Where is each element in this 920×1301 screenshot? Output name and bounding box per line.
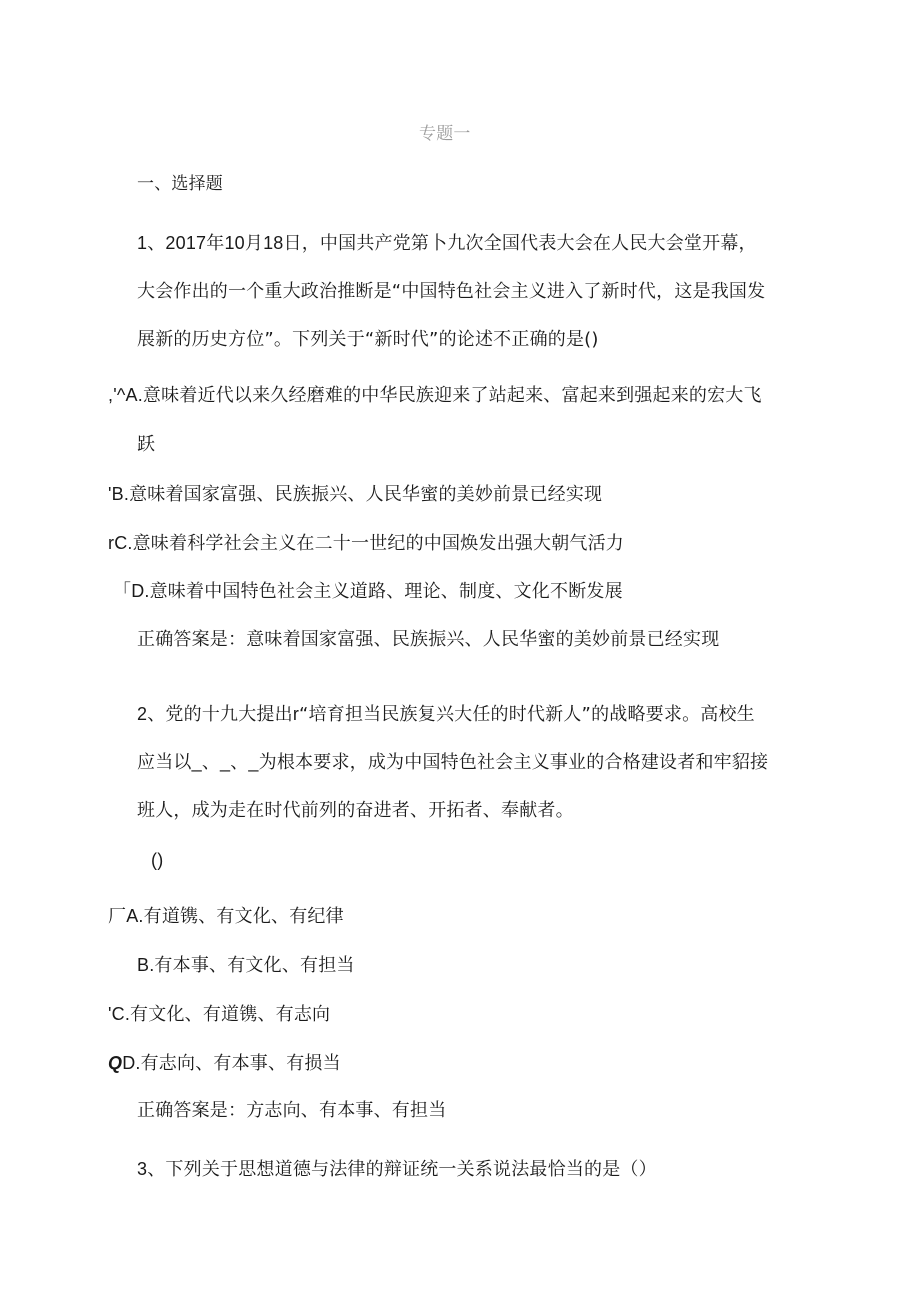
q1-option-d[interactable]: [113, 579, 623, 604]
q2-option-a[interactable]: [108, 904, 344, 929]
option-marker: ,'^: [108, 385, 126, 405]
question-2-line-1: [137, 702, 755, 727]
option-letter: C.: [111, 1004, 131, 1024]
q2-text: 应当以: [137, 752, 192, 773]
option-text: 意味着中国特色社会主义道路、理论、制度、文化不断发展: [149, 581, 623, 602]
q2-option-c[interactable]: [108, 1002, 330, 1027]
question-2-line-2: [137, 750, 768, 775]
option-marker: r: [108, 533, 115, 553]
question-1-line-2: 大会作出的一个重大政治推断是“中国特色社会主义进入了新时代，这是我国发: [137, 281, 766, 302]
q2-answer-paren: (): [151, 850, 164, 870]
question-1-number: 1、: [137, 233, 166, 253]
q1-option-a[interactable]: [108, 383, 762, 408]
option-marker: ': [108, 484, 112, 504]
q2-text: 党的十九大提出: [165, 704, 293, 725]
q1-option-b[interactable]: [108, 482, 602, 507]
option-text: 有道镌、有文化、有纪律: [143, 906, 344, 927]
q1-text: 日，中国共产党第卜九次全国代表大会在人民大会堂开幕，: [283, 233, 757, 254]
q1-correct-answer: 正确答案是：意味着国家富强、民族振兴、人民华蜜的美妙前景已经实现: [137, 629, 720, 650]
option-letter: A.: [126, 906, 144, 926]
q2-mark: r: [292, 704, 300, 724]
option-letter: B.: [137, 955, 155, 975]
q3-text: 下列关于思想道德与法律的辩证统一关系说法最恰当的是（）: [165, 1159, 657, 1180]
option-marker: 厂: [108, 906, 127, 927]
q1-option-c[interactable]: [108, 531, 624, 556]
option-text: 意味着国家富强、民族振兴、人民华蜜的美妙前景已经实现: [129, 484, 603, 505]
section-heading: 一、选择题: [137, 174, 223, 194]
option-marker: ': [108, 1004, 112, 1024]
question-2-number: 2、: [137, 704, 166, 724]
option-letter: B.: [111, 484, 130, 504]
q2-option-d[interactable]: [108, 1051, 341, 1076]
option-text: 有本事、有文化、有担当: [154, 955, 355, 976]
q1-month: 10: [224, 233, 245, 253]
q1-text: 月: [244, 233, 264, 254]
option-text: 有志向、有本事、有损当: [140, 1053, 341, 1074]
q1-option-a-continued: 跃: [137, 434, 156, 455]
option-letter: D.: [131, 581, 150, 601]
q2-text: “培育担当民族复兴大任的时代新人”的战略要求。高校生: [299, 704, 755, 725]
option-letter: A.: [125, 385, 143, 405]
option-text: 意味着科学社会主义在二十一世纪的中国焕发出强大朝气活力: [132, 533, 625, 554]
question-3-line-1: [137, 1157, 657, 1182]
q2-option-b[interactable]: [137, 953, 355, 978]
option-letter: D.: [122, 1053, 141, 1073]
question-1-line-3: 展新的历史方位”。下列关于“新时代”的论述不正确的是(): [137, 329, 599, 350]
q2-blanks: _、_、_: [191, 752, 259, 772]
option-marker: 「: [113, 581, 132, 601]
question-2-line-3: 班人，成为走在时代前列的奋进者、开拓者、奉献者。: [137, 800, 574, 821]
option-letter: C.: [114, 533, 133, 553]
option-marker: Q: [108, 1053, 123, 1073]
q2-text: 为根本要求，成为中国特色社会主义事业的合格建设者和牢貂接: [258, 752, 769, 773]
q2-correct-answer: 正确答案是：方志向、有本事、有担当: [137, 1100, 447, 1121]
page-title: 专题一: [419, 124, 471, 144]
option-text: 意味着近代以来久经磨难的中华民族迎来了站起来、富起来到强起来的宏大飞: [142, 385, 762, 406]
q1-year: 2017: [165, 233, 207, 253]
question-1-line-1: [137, 231, 757, 256]
q1-text: 年: [206, 233, 225, 254]
q1-day: 18: [263, 233, 284, 253]
option-text: 有文化、有道镌、有志向: [130, 1004, 331, 1025]
question-3-number: 3、: [137, 1159, 166, 1179]
